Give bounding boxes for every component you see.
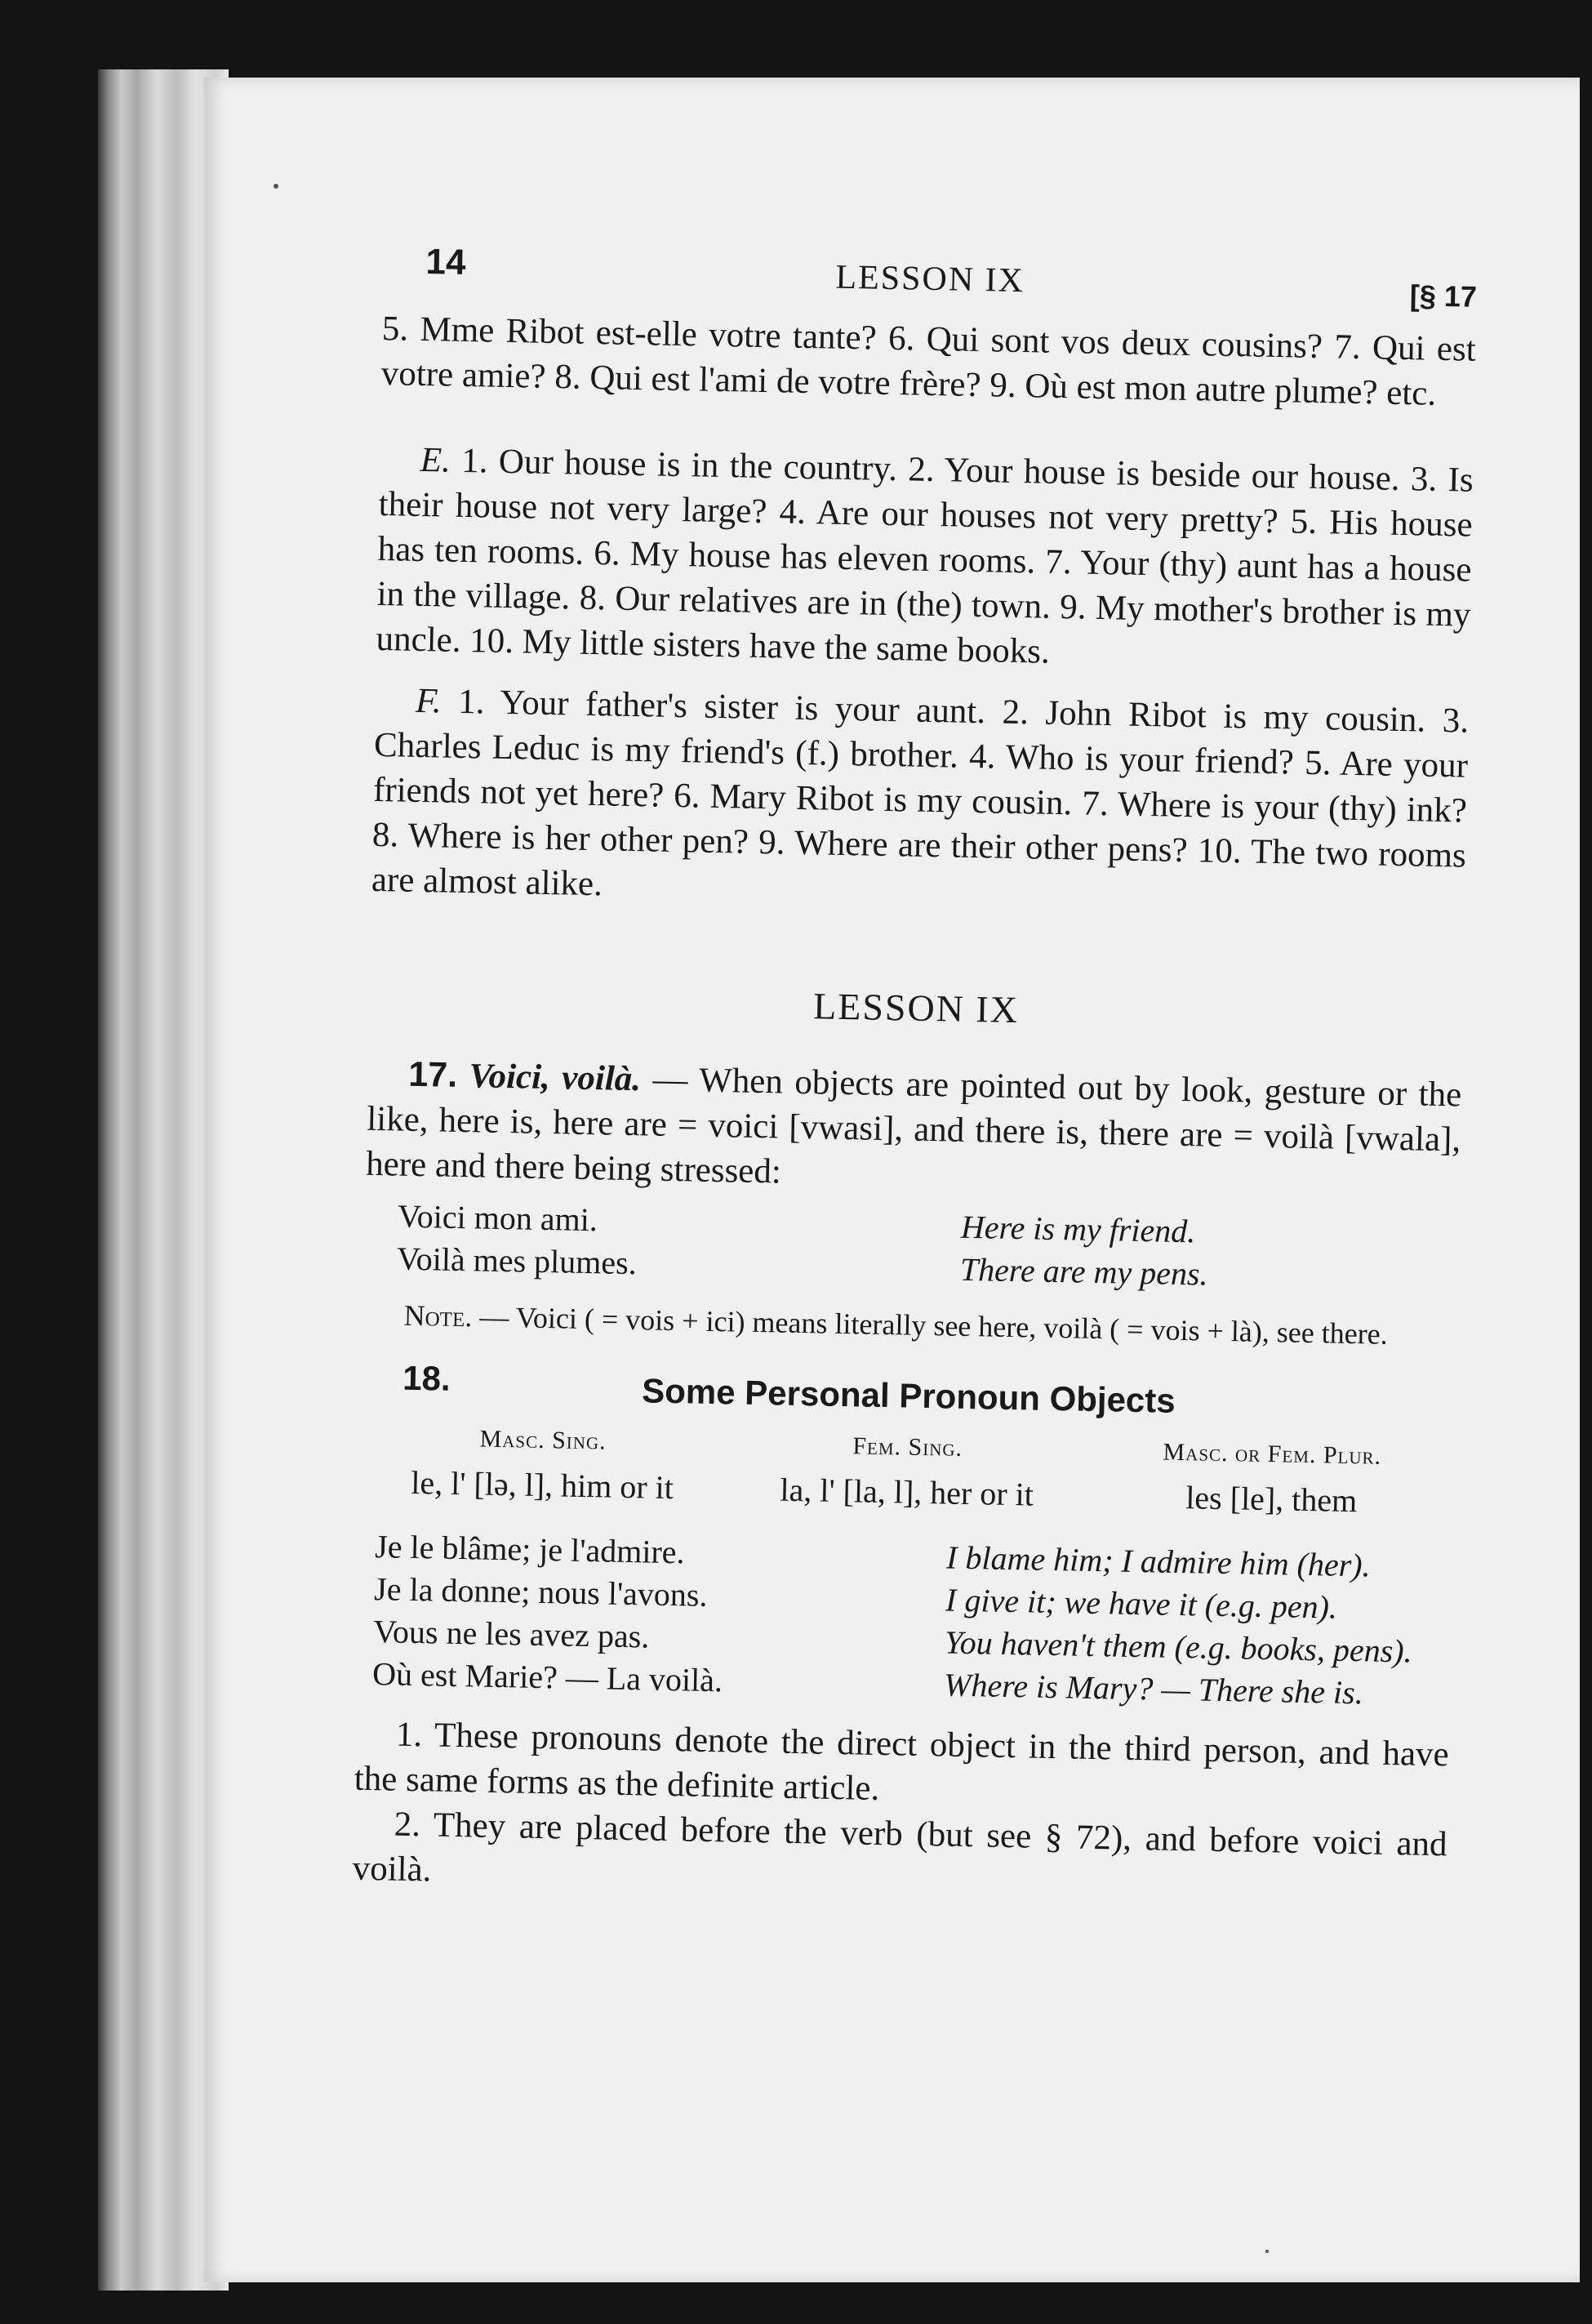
page-content	[352, 241, 1478, 1912]
note-label: Note.	[403, 1298, 473, 1333]
column-heading: Masc. or Fem. Plur.	[1163, 1438, 1382, 1470]
pronoun-form: la, l' [la, l], her or it	[780, 1471, 1034, 1513]
section-18-rule-1: 1. These pronouns denote the direct object in the third person, and have the same forms as the definite article.	[354, 1715, 1450, 1809]
example-english: There are my pens.	[959, 1250, 1208, 1293]
pronoun-form: le, l' [lə, l], him or it	[410, 1463, 674, 1507]
section-17-number: 17.	[407, 1054, 458, 1095]
exercise-f-text: 1. Your father's sister is your aunt. 2. John Ribot is my cousin. 3. Charles Leduc is my friend's (f.) brother. 4. Who is your friend? 5. Are your friends not yet here? 6. Mary Ribot is my cousin. 7. Where is your (thy) ink? 8. Where is her other pen? 9. Where are their other pens? 10. The two rooms are almost alike.	[371, 682, 1470, 904]
exercise-e-text: 1. Our house is in the country. 2. Your house is beside our house. 3. Is their house not very large? 4. Are our houses not very pretty? 5. His house has ten rooms. 6. My house has eleven rooms. 7. Your (thy) aunt has a house in the village. 8. Our relatives are in (the) town. 9. My mother's brother is my uncle. 10. My little sisters have the same books.	[376, 441, 1474, 671]
section-18-examples	[372, 1525, 1453, 1716]
example-french: Voici mon ami.	[397, 1197, 598, 1239]
section-18-title: Some Personal Pronoun Objects	[641, 1371, 1176, 1420]
example-french: Où est Marie? — La voilà.	[371, 1655, 723, 1699]
column-heading: Masc. Sing.	[479, 1425, 607, 1455]
example-english: I blame him; I admire him (her).	[945, 1538, 1372, 1584]
section-17-body: — When objects are pointed out by look, gesture or the like, here is, here are = voici [vwasi], and there is, there are = voilà [vwala], here and there being stressed:	[365, 1060, 1462, 1191]
example-english: You haven't them (e.g. books, pens).	[944, 1623, 1413, 1670]
section-17	[366, 1052, 1462, 1208]
example-french: Je le blâme; je l'admire.	[374, 1528, 685, 1571]
lesson-heading: LESSON IX	[812, 985, 1020, 1031]
example-french: Vous ne les avez pas.	[372, 1613, 650, 1655]
section-18-heading	[361, 1358, 1456, 1436]
running-title: LESSON IX	[835, 258, 1025, 301]
exercise-e	[376, 437, 1474, 683]
example-english: Here is my friend.	[960, 1208, 1196, 1250]
column-heading: Fem. Sing.	[852, 1432, 963, 1462]
section-17-note	[362, 1296, 1457, 1355]
section-reference: [§ 17	[1409, 278, 1478, 314]
continued-exercise-text: 5. Mme Ribot est-elle votre tante? 6. Qui sont vos deux cousins? 7. Qui est votre amie? 8. Qui est l'ami de votre frère? 9. Où est mon autre plume? etc.	[380, 309, 1477, 413]
section-18-rule-2: 2. They are placed before the verb (but see § 72), and before voici and voilà.	[352, 1805, 1447, 1890]
example-english: Where is Mary? — There she is.	[943, 1666, 1364, 1712]
page-number: 14	[425, 241, 466, 283]
example-english: I give it; we have it (e.g. pen).	[945, 1581, 1338, 1626]
example-french: Voilà mes plumes.	[396, 1240, 638, 1282]
note-text: — Voici ( = vois + ici) means literally see here, voilà ( = vois + là), see there.	[478, 1300, 1389, 1351]
section-18-number: 18.	[402, 1358, 451, 1398]
exercise-f-label: F.	[415, 681, 442, 721]
dust-speck	[273, 184, 278, 189]
dust-speck	[1265, 2250, 1269, 2253]
exercise-f	[371, 678, 1469, 924]
section-17-title: Voici, voilà.	[469, 1057, 642, 1099]
section-17-examples	[397, 1195, 1460, 1301]
pronoun-form: les [le], them	[1185, 1479, 1358, 1520]
exercise-e-label: E.	[420, 440, 451, 480]
example-french: Je la donne; nous l'avons.	[373, 1570, 708, 1614]
pronoun-columns	[359, 1423, 1455, 1522]
